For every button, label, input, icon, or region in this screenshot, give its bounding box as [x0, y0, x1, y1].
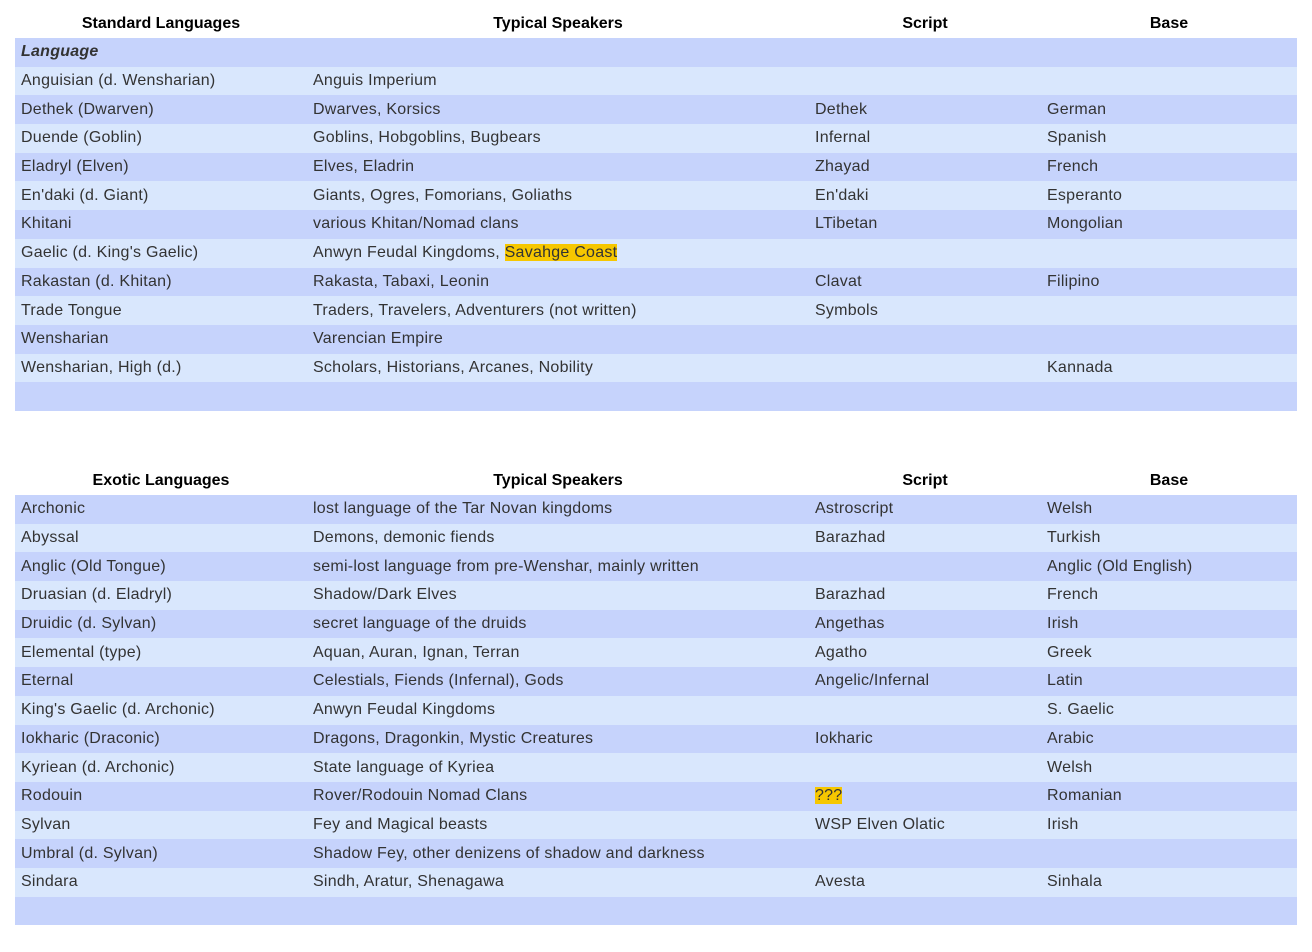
cell-language	[15, 696, 307, 725]
cell-script	[809, 667, 1041, 696]
cell-language-text: Archonic	[21, 500, 86, 518]
cell-base-text: German	[1047, 100, 1107, 118]
table-row	[15, 268, 1297, 297]
cell-script	[809, 581, 1041, 610]
standard-table-body	[15, 38, 1297, 411]
cell-language-text: Elemental (type)	[21, 643, 142, 661]
cell-script	[809, 67, 1041, 96]
cell-speakers	[307, 667, 809, 696]
highlighted-text: ???	[815, 787, 843, 805]
table-row	[15, 725, 1297, 754]
table-row	[15, 296, 1297, 325]
cell-base-text: S. Gaelic	[1047, 701, 1115, 719]
cell-language	[15, 153, 307, 182]
cell-script	[809, 38, 1041, 67]
cell-base	[1041, 181, 1297, 210]
cell-language-text: Duende (Goblin)	[21, 129, 143, 147]
cell-language-text: Dethek (Dwarven)	[21, 100, 154, 118]
cell-script-text: Barazhad	[815, 586, 886, 604]
cell-language-text: Eternal	[21, 672, 74, 690]
cell-base-text: Latin	[1047, 672, 1083, 690]
cell-speakers-text: Celestials, Fiends (Infernal), Gods	[313, 672, 564, 690]
table-row	[15, 811, 1297, 840]
cell-language-text: King's Gaelic (d. Archonic)	[21, 701, 215, 719]
cell-language-text: Wensharian, High (d.)	[21, 358, 182, 376]
cell-script-text: Infernal	[815, 129, 871, 147]
cell-script-text: Angelic/Infernal	[815, 672, 930, 690]
cell-base-text: Spanish	[1047, 129, 1107, 147]
cell-speakers-text: Rover/Rodouin Nomad Clans	[313, 787, 528, 805]
cell-base	[1041, 696, 1297, 725]
cell-language	[15, 268, 307, 297]
cell-speakers	[307, 638, 809, 667]
table-row	[15, 67, 1297, 96]
cell-language	[15, 638, 307, 667]
cell-language-text: Anguisian (d. Wensharian)	[21, 72, 216, 90]
header-language: Exotic Languages	[15, 466, 307, 495]
cell-language	[15, 325, 307, 354]
cell-speakers-text: Fey and Magical beasts	[313, 815, 488, 833]
cell-speakers-text: Giants, Ogres, Fomorians, Goliaths	[313, 186, 573, 204]
table-row	[15, 495, 1297, 524]
table-row	[15, 552, 1297, 581]
cell-script-text: Astroscript	[815, 500, 894, 518]
cell-script	[809, 325, 1041, 354]
cell-script	[809, 296, 1041, 325]
cell-speakers	[307, 782, 809, 811]
cell-language	[15, 124, 307, 153]
exotic-languages-table	[15, 466, 1297, 925]
cell-base-text: Romanian	[1047, 787, 1122, 805]
cell-speakers	[307, 95, 809, 124]
header-language: Standard Languages	[15, 9, 307, 38]
cell-speakers-text: Dragons, Dragonkin, Mystic Creatures	[313, 729, 594, 747]
header-typical-speakers: Typical Speakers	[307, 9, 809, 38]
cell-script	[809, 868, 1041, 897]
table-row	[15, 325, 1297, 354]
cell-language	[15, 524, 307, 553]
subheader-language: Language	[15, 38, 307, 67]
cell-language	[15, 610, 307, 639]
cell-script	[809, 181, 1041, 210]
cell-script	[809, 210, 1041, 239]
cell-speakers	[307, 239, 809, 268]
cell-script	[809, 95, 1041, 124]
table-row	[15, 354, 1297, 383]
cell-speakers-text: Dwarves, Korsics	[313, 100, 441, 118]
subheader-row	[15, 38, 1297, 67]
cell-base	[1041, 839, 1297, 868]
table-row	[15, 868, 1297, 897]
cell-base	[1041, 124, 1297, 153]
cell-script-text: Zhayad	[815, 158, 870, 176]
cell-script	[809, 239, 1041, 268]
cell-language	[15, 667, 307, 696]
cell-language	[15, 897, 307, 926]
cell-base	[1041, 354, 1297, 383]
cell-speakers-text: secret language of the druids	[313, 615, 527, 633]
cell-speakers	[307, 124, 809, 153]
cell-script-text: Avesta	[815, 873, 866, 891]
cell-base-text: Anglic (Old English)	[1047, 557, 1193, 575]
cell-language-text: Rakastan (d. Khitan)	[21, 272, 172, 290]
cell-script-text: Agatho	[815, 643, 868, 661]
cell-speakers-text: Anguis Imperium	[313, 72, 437, 90]
cell-base	[1041, 325, 1297, 354]
cell-script	[809, 124, 1041, 153]
cell-speakers-text: Shadow/Dark Elves	[313, 586, 457, 604]
cell-language-text: Sindara	[21, 873, 78, 891]
cell-script-text: Symbols	[815, 301, 879, 319]
cell-language	[15, 296, 307, 325]
cell-speakers	[307, 67, 809, 96]
cell-script	[809, 753, 1041, 782]
cell-script	[809, 638, 1041, 667]
cell-script	[809, 811, 1041, 840]
table-row	[15, 610, 1297, 639]
cell-speakers-text: Aquan, Auran, Ignan, Terran	[313, 643, 520, 661]
cell-base	[1041, 95, 1297, 124]
exotic-table-body	[15, 495, 1297, 925]
cell-speakers-text: Traders, Travelers, Adventurers (not written)	[313, 301, 637, 319]
cell-language-text: Kyriean (d. Archonic)	[21, 758, 175, 776]
highlighted-text: Savahge Coast	[504, 244, 618, 262]
cell-script	[809, 897, 1041, 926]
table-row	[15, 782, 1297, 811]
cell-script	[809, 839, 1041, 868]
cell-script-text: En'daki	[815, 186, 869, 204]
cell-speakers-text: Shadow Fey, other denizens of shadow and darkness	[313, 844, 705, 862]
cell-speakers-text: Goblins, Hobgoblins, Bugbears	[313, 129, 541, 147]
cell-base	[1041, 610, 1297, 639]
table-row	[15, 524, 1297, 553]
cell-language-text: Druasian (d. Eladryl)	[21, 586, 173, 604]
cell-language-text: Rodouin	[21, 787, 83, 805]
cell-speakers	[307, 524, 809, 553]
cell-base	[1041, 296, 1297, 325]
cell-speakers	[307, 753, 809, 782]
cell-language	[15, 753, 307, 782]
cell-script	[809, 610, 1041, 639]
cell-script-text: Clavat	[815, 272, 862, 290]
standard-languages-table	[15, 9, 1297, 411]
table-row	[15, 153, 1297, 182]
cell-language-text: Eladryl (Elven)	[21, 158, 129, 176]
cell-base-text: French	[1047, 158, 1099, 176]
cell-base	[1041, 811, 1297, 840]
cell-base	[1041, 667, 1297, 696]
cell-script	[809, 153, 1041, 182]
cell-base	[1041, 524, 1297, 553]
cell-script	[809, 495, 1041, 524]
cell-base-text: Sinhala	[1047, 873, 1103, 891]
cell-base	[1041, 38, 1297, 67]
table-row	[15, 839, 1297, 868]
cell-base	[1041, 897, 1297, 926]
cell-language-text: Gaelic (d. King's Gaelic)	[21, 244, 199, 262]
table-row	[15, 124, 1297, 153]
cell-speakers	[307, 38, 809, 67]
cell-script-text: Dethek	[815, 100, 868, 118]
cell-speakers-text: Scholars, Historians, Arcanes, Nobility	[313, 358, 594, 376]
header-base: Base	[1041, 466, 1297, 495]
cell-language	[15, 839, 307, 868]
cell-base-text: Irish	[1047, 815, 1079, 833]
cell-base-text: Irish	[1047, 615, 1079, 633]
cell-script-text: Barazhad	[815, 529, 886, 547]
cell-language	[15, 210, 307, 239]
cell-script	[809, 382, 1041, 411]
header-script: Script	[809, 466, 1041, 495]
cell-language	[15, 495, 307, 524]
cell-language	[15, 725, 307, 754]
cell-script-text: LTibetan	[815, 215, 878, 233]
cell-speakers	[307, 725, 809, 754]
cell-script	[809, 696, 1041, 725]
cell-base-text: Arabic	[1047, 729, 1094, 747]
cell-base	[1041, 581, 1297, 610]
cell-script-text: Angethas	[815, 615, 885, 633]
header-script: Script	[809, 9, 1041, 38]
cell-base-text: Welsh	[1047, 500, 1093, 518]
cell-speakers-text: Anwyn Feudal Kingdoms	[313, 701, 496, 719]
cell-base	[1041, 210, 1297, 239]
cell-language-text: Khitani	[21, 215, 72, 233]
cell-base	[1041, 725, 1297, 754]
cell-script	[809, 725, 1041, 754]
cell-speakers-text: various Khitan/Nomad clans	[313, 215, 519, 233]
table-row	[15, 897, 1297, 926]
cell-speakers	[307, 210, 809, 239]
table-row	[15, 210, 1297, 239]
cell-base	[1041, 552, 1297, 581]
cell-speakers	[307, 354, 809, 383]
cell-language	[15, 181, 307, 210]
exotic-header-row	[15, 466, 1297, 495]
cell-script-text: Iokharic	[815, 729, 874, 747]
cell-base-text: Welsh	[1047, 758, 1093, 776]
cell-speakers	[307, 153, 809, 182]
cell-speakers-text: Elves, Eladrin	[313, 158, 415, 176]
table-row	[15, 667, 1297, 696]
cell-speakers	[307, 897, 809, 926]
cell-base-text: Turkish	[1047, 529, 1101, 547]
cell-base	[1041, 753, 1297, 782]
cell-speakers	[307, 552, 809, 581]
cell-speakers-text: Rakasta, Tabaxi, Leonin	[313, 272, 490, 290]
cell-language	[15, 811, 307, 840]
cell-speakers	[307, 811, 809, 840]
cell-speakers	[307, 325, 809, 354]
cell-base-text: Filipino	[1047, 272, 1100, 290]
cell-speakers-text: State language of Kyriea	[313, 758, 495, 776]
standard-header-row	[15, 9, 1297, 38]
cell-speakers	[307, 181, 809, 210]
cell-language-text: Druidic (d. Sylvan)	[21, 615, 157, 633]
cell-base	[1041, 782, 1297, 811]
cell-speakers-text: Varencian Empire	[313, 330, 443, 348]
cell-speakers-text: Demons, demonic fiends	[313, 529, 495, 547]
cell-speakers	[307, 495, 809, 524]
cell-script	[809, 268, 1041, 297]
cell-base-text: Greek	[1047, 643, 1092, 661]
cell-speakers	[307, 581, 809, 610]
cell-language-text: Wensharian	[21, 330, 109, 348]
cell-base-text: Mongolian	[1047, 215, 1124, 233]
cell-base	[1041, 382, 1297, 411]
cell-language	[15, 782, 307, 811]
cell-base	[1041, 67, 1297, 96]
cell-language	[15, 868, 307, 897]
cell-language-text: Umbral (d. Sylvan)	[21, 844, 158, 862]
cell-language-text: Trade Tongue	[21, 301, 122, 319]
cell-language-text: Sylvan	[21, 815, 71, 833]
cell-speakers	[307, 610, 809, 639]
cell-language	[15, 552, 307, 581]
table-row	[15, 239, 1297, 268]
cell-script	[809, 782, 1041, 811]
table-row	[15, 753, 1297, 782]
cell-base	[1041, 239, 1297, 268]
cell-script	[809, 354, 1041, 383]
cell-base	[1041, 495, 1297, 524]
cell-base	[1041, 153, 1297, 182]
cell-speakers-text: semi-lost language from pre-Wenshar, mainly written	[313, 557, 699, 575]
cell-language	[15, 239, 307, 268]
cell-language	[15, 382, 307, 411]
cell-script	[809, 552, 1041, 581]
cell-speakers-text: lost language of the Tar Novan kingdoms	[313, 500, 613, 518]
cell-language	[15, 354, 307, 383]
table-row	[15, 696, 1297, 725]
cell-speakers-text: Sindh, Aratur, Shenagawa	[313, 873, 505, 891]
cell-base-text: French	[1047, 586, 1099, 604]
cell-speakers	[307, 296, 809, 325]
table-row	[15, 181, 1297, 210]
cell-language-text: Abyssal	[21, 529, 79, 547]
table-row	[15, 95, 1297, 124]
cell-speakers	[307, 696, 809, 725]
cell-speakers	[307, 268, 809, 297]
cell-language	[15, 67, 307, 96]
cell-speakers	[307, 839, 809, 868]
table-row	[15, 382, 1297, 411]
table-row	[15, 638, 1297, 667]
cell-base	[1041, 268, 1297, 297]
header-typical-speakers: Typical Speakers	[307, 466, 809, 495]
cell-base	[1041, 638, 1297, 667]
cell-speakers	[307, 868, 809, 897]
cell-language	[15, 581, 307, 610]
cell-language-text: En'daki (d. Giant)	[21, 186, 149, 204]
cell-language-text: Anglic (Old Tongue)	[21, 557, 166, 575]
cell-base	[1041, 868, 1297, 897]
cell-speakers-text: Anwyn Feudal Kingdoms,	[313, 244, 505, 262]
cell-base-text: Esperanto	[1047, 186, 1123, 204]
cell-base-text: Kannada	[1047, 358, 1113, 376]
cell-script	[809, 524, 1041, 553]
cell-speakers	[307, 382, 809, 411]
table-row	[15, 581, 1297, 610]
cell-language	[15, 95, 307, 124]
cell-script-text: WSP Elven Olatic	[815, 815, 945, 833]
header-base: Base	[1041, 9, 1297, 38]
cell-language-text: Iokharic (Draconic)	[21, 729, 161, 747]
